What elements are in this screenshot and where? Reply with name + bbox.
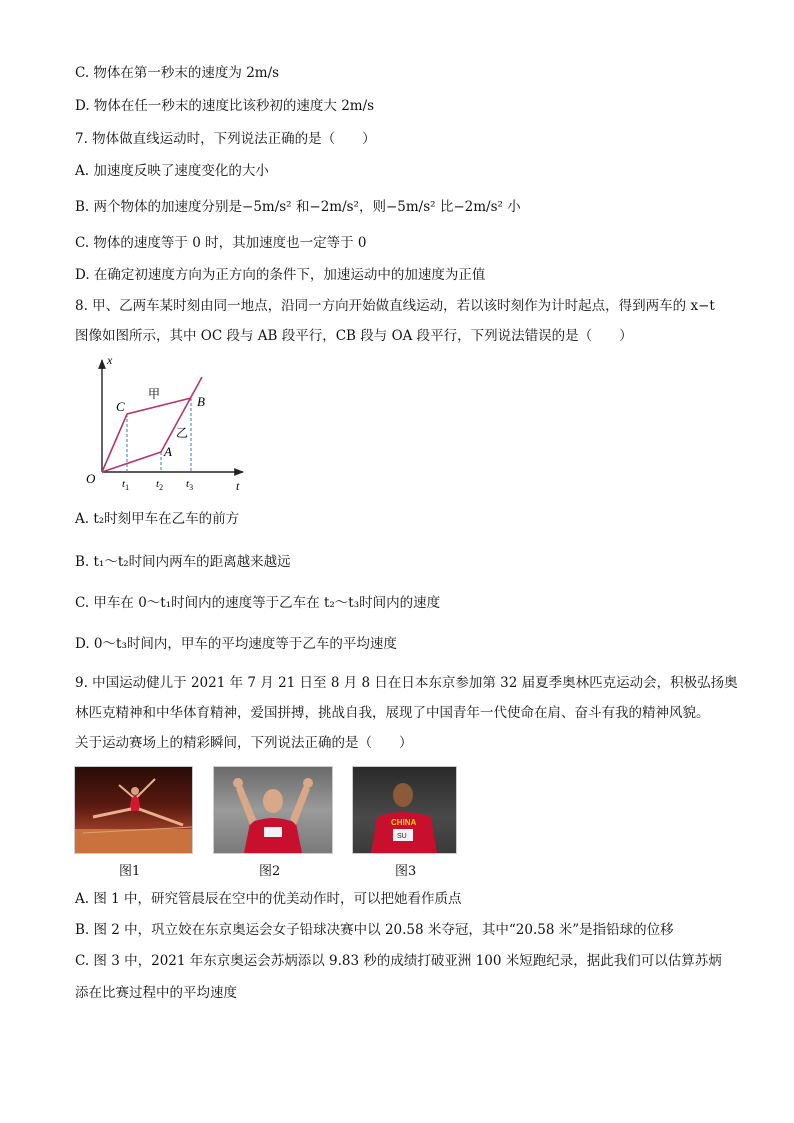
option-b-q7: B. 两个物体的加速度分别是−5m/s² 和−2m/s²，则−5m/s² 比−2m/s² 小 (75, 199, 521, 215)
option-a-q8: A. t₂时刻甲车在乙车的前方 (75, 511, 240, 527)
xt-graph (80, 352, 260, 492)
option-c-q9-line1: C. 图 3 中，2021 年东京奥运会苏炳添以 9.83 秒的成绩打破亚洲 100 米短跑纪录，据此我们可以估算苏炳 (75, 953, 722, 969)
question-9-line1: 9. 中国运动健儿于 2021 年 7 月 21 日至 8 月 8 日在日本东京参加第 32 届夏季奥林匹克运动会，积极弘扬奥 (75, 675, 738, 691)
question-8-line1: 8. 甲、乙两车某时刻由同一地点，沿同一方向开始做直线运动，若以该时刻作为计时起点，得到两车的 x−t (75, 298, 715, 314)
option-c-q9-line2: 添在比赛过程中的平均速度 (75, 985, 237, 1001)
figure-2-photo (213, 766, 333, 854)
option-d-q8: D. 0～t₃时间内，甲车的平均速度等于乙车的平均速度 (75, 636, 397, 652)
option-d-q6: D. 物体在任一秒末的速度比该秒初的速度大 2m/s (75, 98, 375, 114)
label-b: B (197, 394, 205, 409)
label-yi: 乙 (176, 426, 189, 440)
question-7: 7. 物体做直线运动时，下列说法正确的是（ ） (75, 131, 376, 147)
label-a: A (164, 444, 172, 459)
option-c-q6: C. 物体在第一秒末的速度为 2m/s (75, 65, 280, 81)
figure-1-caption: 图1 (119, 864, 141, 879)
option-c-q7: C. 物体的速度等于 0 时，其加速度也一定等于 0 (75, 235, 367, 251)
label-t2: $t_2$ (156, 478, 164, 492)
gymnast-figure (75, 767, 192, 853)
option-c-q8: C. 甲车在 0～t₁时间内的速度等于乙车在 t₂～t₃时间内的速度 (75, 595, 441, 611)
option-d-q7: D. 在确定初速度方向为正方向的条件下，加速运动中的加速度为正值 (75, 267, 486, 283)
option-a-q9: A. 图 1 中，研究管晨辰在空中的优美动作时，可以把她看作质点 (75, 891, 462, 907)
question-9-line2: 林匹克精神和中华体育精神，爱国拼搏，挑战自我，展现了中国青年一代使命在肩、奋斗有我的精神风貌。 (75, 705, 710, 721)
figure-1-photo (74, 766, 193, 854)
jersey-china: CHINA (391, 818, 417, 827)
question-9-line3: 关于运动赛场上的精彩瞬间，下列说法正确的是（ ） (75, 735, 413, 751)
figure-3-photo (352, 766, 457, 854)
label-t3: $t_3$ (186, 478, 194, 492)
option-a-q7: A. 加速度反映了速度变化的大小 (75, 163, 269, 179)
label-x: x (107, 353, 113, 367)
jersey-su: SU (397, 833, 407, 840)
option-b-q9: B. 图 2 中，巩立姣在东京奥运会女子铅球决赛中以 20.58 米夺冠，其中“20.58 米”是指铅球的位移 (75, 922, 674, 938)
shot-put-athlete (214, 767, 332, 853)
sprinter-figure (353, 767, 456, 853)
label-jia: 甲 (148, 387, 161, 401)
label-t: t (236, 479, 240, 492)
question-8-line2: 图像如图所示，其中 OC 段与 AB 段平行，CB 段与 OA 段平行，下列说法错误的是（ ） (75, 328, 633, 344)
label-c: C (116, 399, 125, 414)
label-o: O (86, 471, 96, 486)
option-b-q8: B. t₁～t₂时间内两车的距离越来越远 (75, 554, 291, 570)
figure-2-caption: 图2 (259, 864, 281, 879)
figure-3-caption: 图3 (395, 864, 417, 879)
label-t1: $t_1$ (122, 478, 130, 492)
